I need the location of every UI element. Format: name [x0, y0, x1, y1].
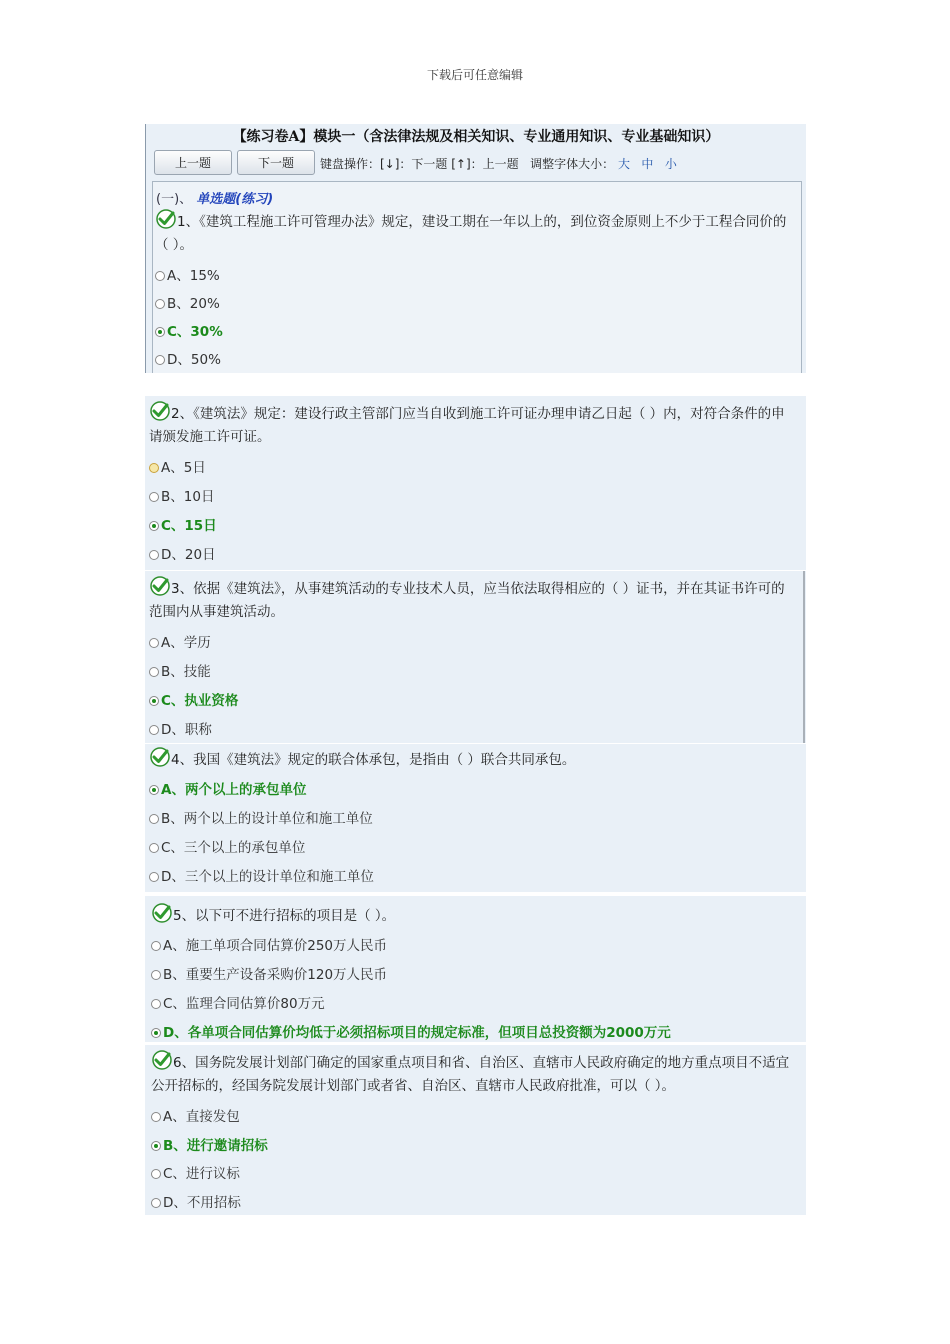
option-b[interactable] [149, 485, 214, 505]
option-b[interactable] [149, 660, 211, 680]
radio-icon[interactable] [151, 941, 161, 951]
option-label: A、15% [167, 268, 220, 284]
question-1 [155, 208, 795, 368]
option-label: B、技能 [161, 664, 211, 680]
check-mark-icon [149, 746, 171, 768]
question-2-text: 2、《建筑法》规定：建设行政主管部门应当自收到施工许可证办理申请乙日起（ ）内，对符合条件的申请颁发施工许可证。 [149, 406, 785, 445]
option-b[interactable] [151, 1134, 268, 1154]
option-label: D、50% [167, 352, 221, 368]
radio-icon[interactable] [151, 1169, 161, 1179]
option-d[interactable] [149, 718, 212, 738]
question-6-text: 6、国务院发展计划部门确定的国家重点项目和省、自治区、直辖市人民政府确定的地方重点项目不适宜公开招标的，经国务院发展计划部门或者省、自治区、直辖市人民政府批准，可以（ ）。 [151, 1055, 790, 1094]
question-2 [149, 400, 789, 563]
question-3-panel [145, 571, 806, 743]
option-label: B、进行邀请招标 [163, 1138, 268, 1154]
option-d[interactable] [149, 865, 374, 885]
question-text [149, 400, 789, 449]
question-2-panel [145, 396, 806, 570]
radio-icon[interactable] [149, 667, 159, 677]
option-label: B、10日 [161, 489, 215, 505]
section-prefix: (一)、 [156, 192, 193, 207]
option-label: B、20% [167, 296, 220, 312]
radio-icon[interactable] [155, 355, 165, 365]
option-c[interactable] [149, 689, 238, 709]
question-4 [149, 746, 789, 885]
question-1-text: 1、《建筑工程施工许可管理办法》规定，建设工期在一年以上的，到位资金原则上不少于工程合同价的（ ）。 [155, 214, 787, 253]
option-c[interactable] [151, 992, 325, 1012]
radio-selected-icon[interactable] [149, 696, 159, 706]
question-3 [149, 575, 789, 738]
option-c[interactable] [149, 836, 305, 856]
option-label: C、进行议标 [163, 1166, 240, 1182]
question-text [149, 575, 789, 624]
radio-icon[interactable] [149, 492, 159, 502]
section-name: 单选题(练习) [196, 192, 274, 207]
option-label: D、不用招标 [163, 1195, 241, 1211]
scrollbar[interactable] [803, 571, 805, 743]
question-text [155, 208, 795, 257]
radio-icon[interactable] [149, 872, 159, 882]
radio-icon[interactable] [151, 999, 161, 1009]
option-b[interactable] [155, 292, 220, 312]
option-label: C、15日 [161, 518, 217, 534]
option-c[interactable] [151, 1162, 240, 1182]
option-label: B、重要生产设备采购价120万人民币 [163, 967, 388, 983]
option-label: D、职称 [161, 722, 212, 738]
font-size-large[interactable]: 大 [617, 157, 630, 171]
option-c[interactable] [149, 514, 217, 534]
font-size-label: 调整字体大小： [530, 157, 615, 171]
check-mark-icon [151, 902, 173, 924]
option-label: C、执业资格 [161, 693, 239, 709]
radio-icon[interactable] [151, 1112, 161, 1122]
option-a[interactable] [155, 264, 220, 284]
font-size-medium[interactable]: 中 [641, 157, 654, 171]
page-title: 【练习卷A】模块一（含法律法规及相关知识、专业通用知识、专业基础知识） [232, 129, 720, 145]
radio-icon[interactable] [149, 814, 159, 824]
option-label: B、两个以上的设计单位和施工单位 [161, 811, 373, 827]
question-5 [151, 902, 791, 1041]
option-label: C、三个以上的承包单位 [161, 840, 306, 856]
option-label: A、5日 [161, 460, 206, 476]
next-question-button[interactable]: 下一题 [237, 150, 315, 175]
question-3-text: 3、依据《建筑法》，从事建筑活动的专业技术人员，应当依法取得相应的（ ）证书，并在其证书许可的范围内从事建筑活动。 [149, 581, 785, 620]
option-d[interactable] [155, 348, 221, 368]
option-a[interactable] [149, 631, 211, 651]
keyboard-hint-text: 键盘操作：[↓]：下一题 [↑]：上一题 [320, 157, 519, 171]
radio-icon[interactable] [149, 463, 159, 473]
radio-icon[interactable] [149, 843, 159, 853]
option-label: A、学历 [161, 635, 211, 651]
question-text [151, 902, 791, 928]
radio-selected-icon[interactable] [155, 327, 165, 337]
question-6-panel [145, 1045, 806, 1215]
question-text [149, 746, 789, 772]
option-label: C、监理合同估算价80万元 [163, 996, 325, 1012]
option-b[interactable] [149, 807, 373, 827]
option-d[interactable] [151, 1191, 241, 1211]
question-5-text: 5、以下可不进行招标的项目是（ ）。 [173, 908, 396, 924]
option-label: D、20日 [161, 547, 216, 563]
option-label: A、施工单项合同估算价250万人民币 [163, 938, 388, 954]
radio-selected-icon[interactable] [151, 1141, 161, 1151]
option-a[interactable] [149, 778, 306, 798]
radio-icon[interactable] [149, 725, 159, 735]
question-6 [151, 1049, 791, 1211]
keyboard-hint [320, 155, 677, 172]
radio-icon[interactable] [151, 1198, 161, 1208]
question-4-panel [145, 744, 806, 892]
option-label: D、各单项合同估算价均低于必须招标项目的规定标准，但项目总投资额为2000万元 [163, 1025, 671, 1041]
question-area [152, 181, 802, 373]
option-b[interactable] [151, 963, 387, 983]
exam-panel [145, 124, 806, 373]
option-label: A、两个以上的承包单位 [161, 782, 307, 798]
radio-icon[interactable] [151, 970, 161, 980]
watermark-text: 下载后可任意编辑 [426, 68, 523, 82]
radio-selected-icon[interactable] [149, 521, 159, 531]
option-c[interactable] [155, 320, 223, 340]
radio-icon[interactable] [155, 271, 165, 281]
check-mark-icon [149, 575, 171, 597]
radio-icon[interactable] [149, 638, 159, 648]
option-a[interactable] [151, 1105, 240, 1125]
option-a[interactable] [149, 456, 206, 476]
check-mark-icon [151, 1049, 173, 1071]
question-text [151, 1049, 791, 1098]
option-label: C、30% [167, 324, 223, 340]
radio-icon[interactable] [149, 550, 159, 560]
radio-icon[interactable] [155, 299, 165, 309]
question-5-panel [145, 896, 806, 1042]
option-d[interactable] [149, 543, 216, 563]
check-mark-icon [149, 400, 171, 422]
option-a[interactable] [151, 934, 387, 954]
font-size-small[interactable]: 小 [664, 157, 677, 171]
option-d[interactable] [151, 1021, 671, 1041]
radio-selected-icon[interactable] [151, 1028, 161, 1038]
prev-question-button[interactable]: 上一题 [154, 150, 232, 175]
question-4-text: 4、我国《建筑法》规定的联合体承包，是指由（ ）联合共同承包。 [171, 752, 576, 768]
check-mark-icon [155, 208, 177, 230]
option-label: A、直接发包 [163, 1109, 240, 1125]
radio-selected-icon[interactable] [149, 785, 159, 795]
section-heading [156, 188, 273, 207]
option-label: D、三个以上的设计单位和施工单位 [161, 869, 374, 885]
